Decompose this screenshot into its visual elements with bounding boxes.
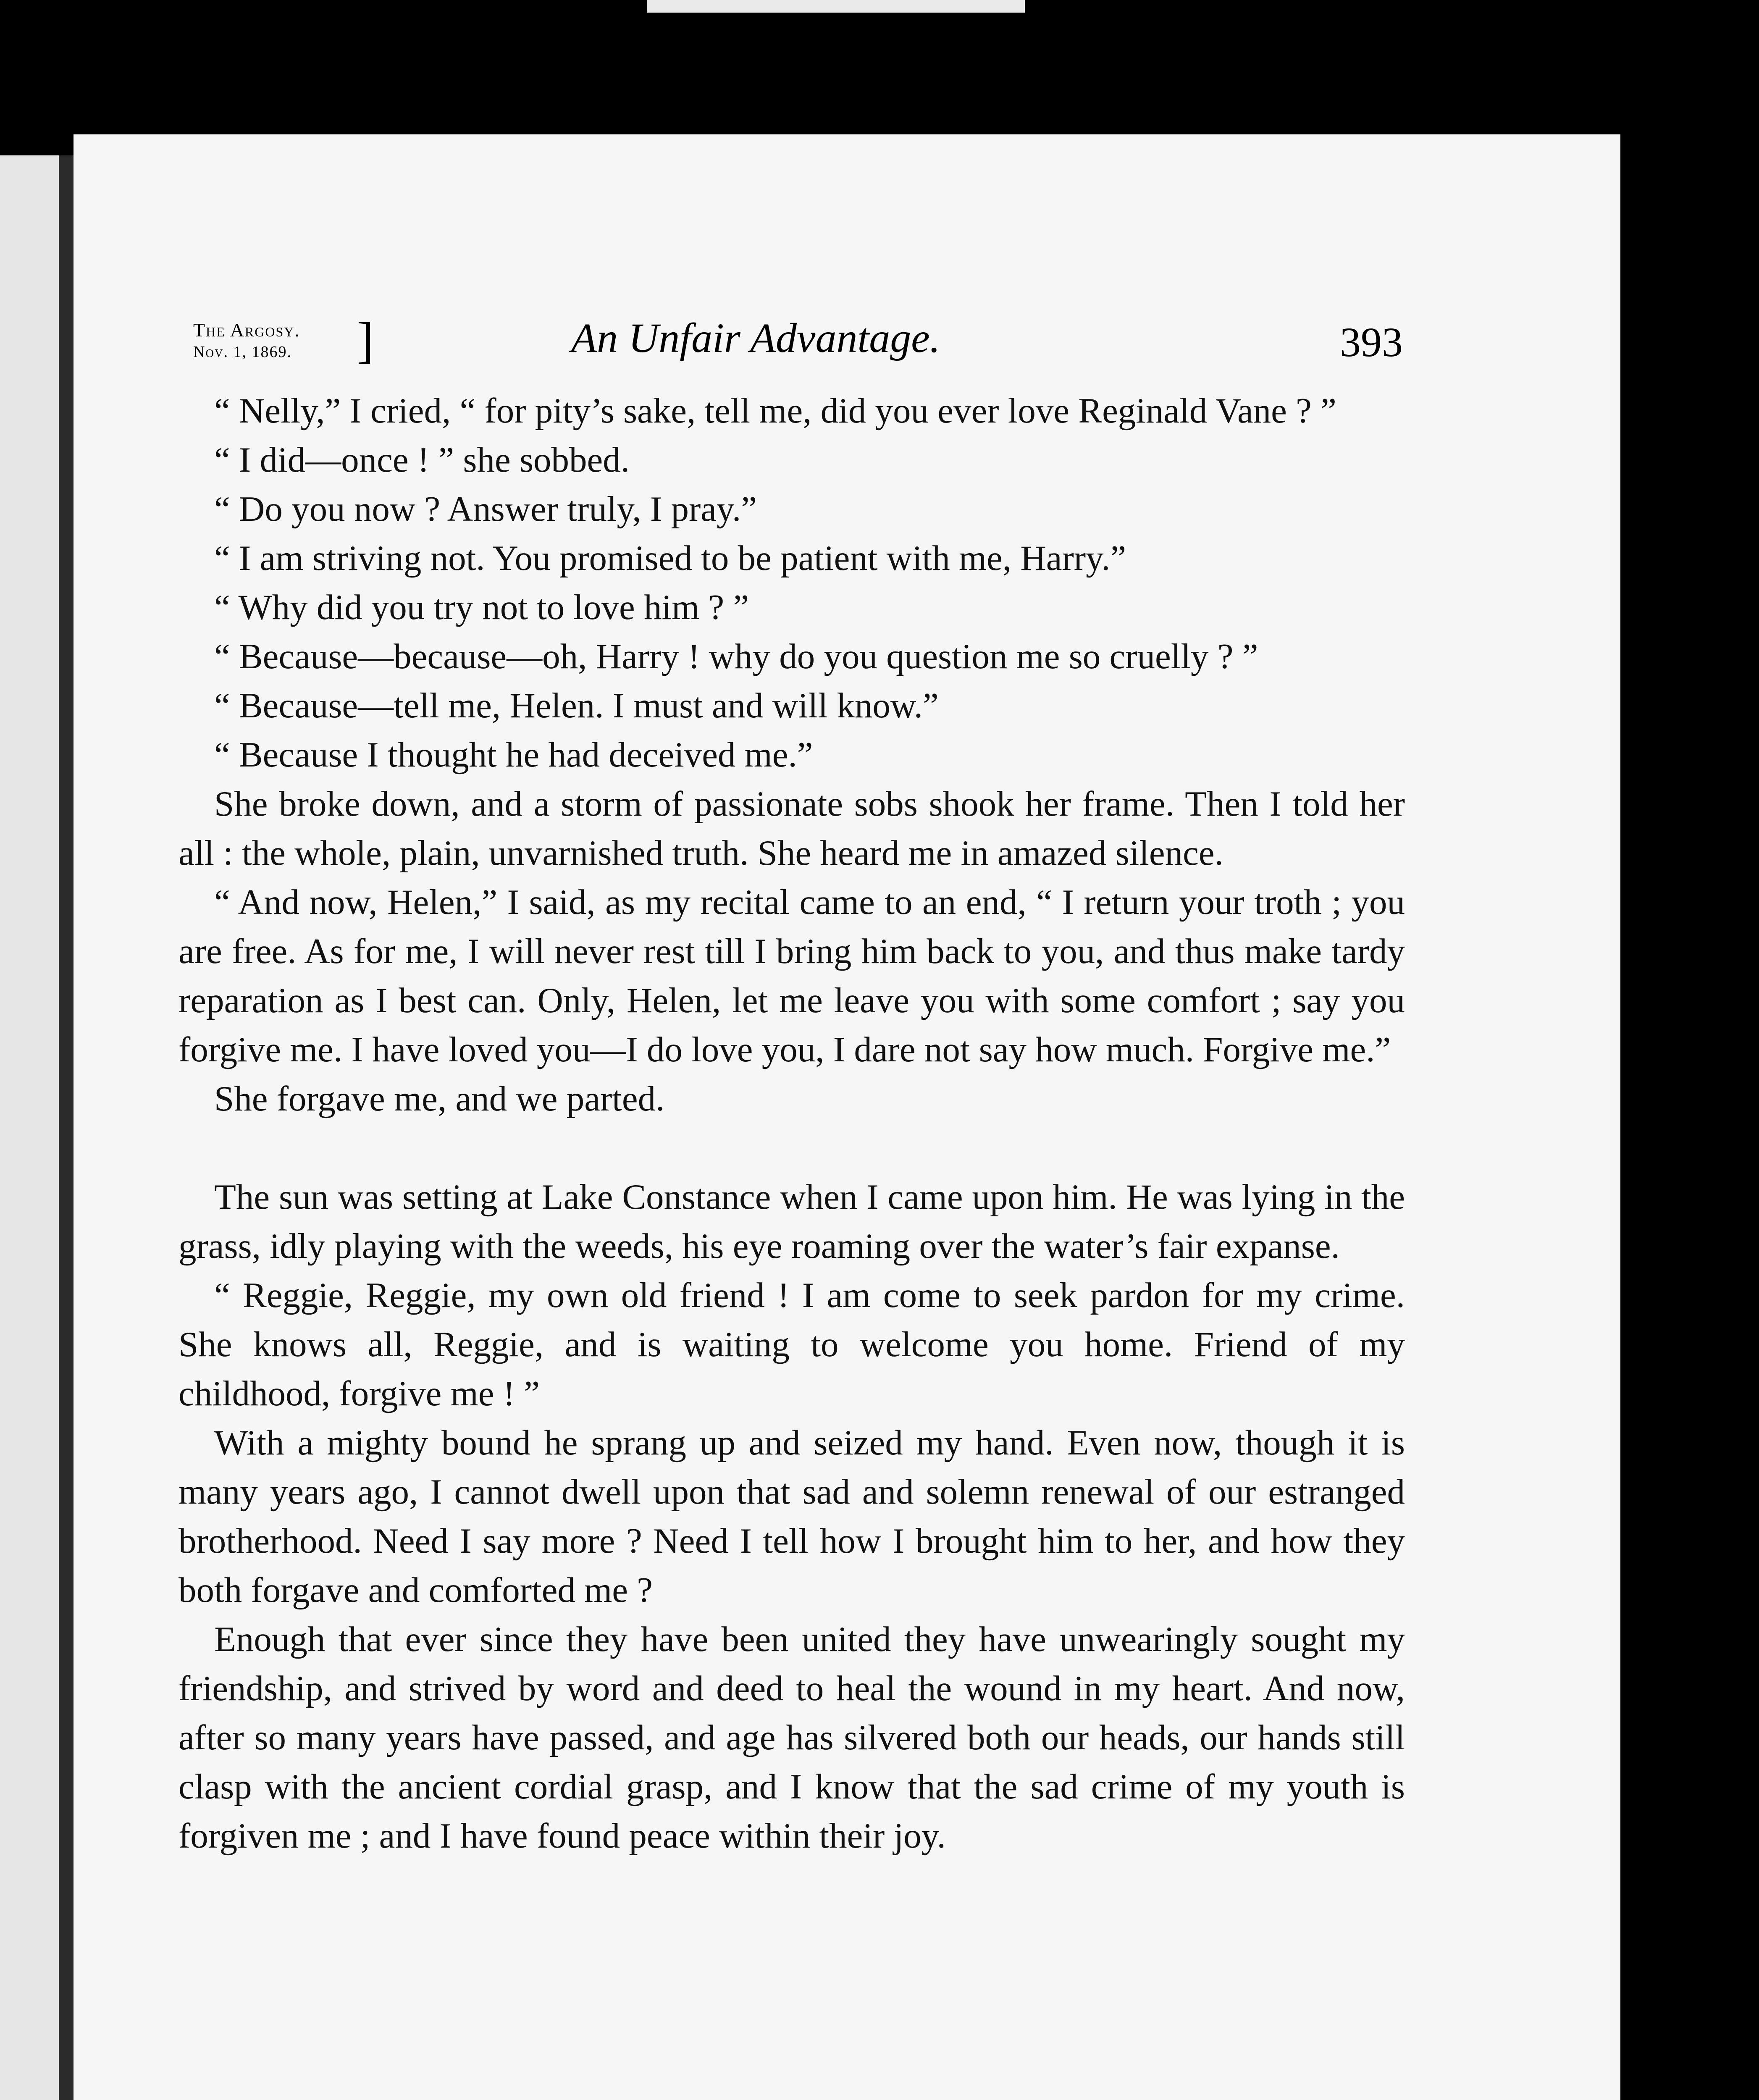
- paragraph: The sun was setting at Lake Constance when I came upon him. He was lying in the grass, idly playing with the weeds, his eye roaming over the water’s fair expanse.: [179, 1177, 1405, 1266]
- paragraph: “ Reggie, Reggie, my own old friend ! I am come to seek pardon for my crime. She knows all, Reggie, and is waiting to welcome you home. Friend of my childhood, forgive me ! ”: [179, 1276, 1405, 1413]
- page-title: An Unfair Advantage.: [571, 315, 940, 361]
- page-number: 393: [1340, 319, 1403, 365]
- page-header: [193, 311, 1403, 374]
- paragraph: “ I am striving not. You promised to be patient with me, Harry.”: [214, 538, 1126, 578]
- paragraph: “ And now, Helen,” I said, as my recital came to an end, “ I return your troth ; you are free. As for me, I will never rest till I bring him back to you, and thus make tardy reparation as I best can. Only, Helen, let me leave you with some comfort ; say you forgive me. I have loved you—I do love you, I dare not say how much. Forgive me.”: [179, 882, 1405, 1069]
- running-head-publication: The Argosy.: [193, 319, 300, 341]
- left-page-edge: [0, 155, 59, 2100]
- paragraph: “ Because I thought he had deceived me.”: [214, 735, 813, 774]
- running-head-date: Nov. 1, 1869.: [193, 343, 292, 361]
- scan-edge-mark: [647, 0, 1025, 13]
- running-head: [193, 319, 300, 363]
- paragraph: Enough that ever since they have been united they have unwearingly sought my friendship, and strived by word and deed to heal the wound in my heart. And now, after so many years have passed, and age has silvered both our heads, our hands still clasp with the ancient cordial grasp, and I know that the sad crime of my youth is forgiven me ; and I have found peace within their joy.: [179, 1620, 1405, 1856]
- paragraph: “ Why did you try not to love him ? ”: [214, 588, 749, 627]
- body-text: [179, 386, 1405, 1861]
- paragraph: She forgave me, and we parted.: [214, 1079, 665, 1118]
- paragraph: “ Because—because—oh, Harry ! why do you question me so cruelly ? ”: [214, 637, 1258, 676]
- running-head-bracket: ]: [357, 312, 374, 368]
- paragraph: “ Do you now ? Answer truly, I pray.”: [214, 489, 757, 529]
- paragraph: She broke down, and a storm of passionate sobs shook her frame. Then I told her all : the whole, plain, unvarnished truth. She heard me in amazed silence.: [179, 784, 1405, 873]
- paragraph: “ Nelly,” I cried, “ for pity’s sake, tell me, did you ever love Reginald Vane ? ”: [214, 391, 1336, 430]
- gutter-shadow: [59, 155, 74, 2100]
- paragraph: “ Because—tell me, Helen. I must and will know.”: [214, 686, 939, 725]
- paragraph: “ I did—once ! ” she sobbed.: [214, 440, 630, 480]
- paragraph: With a mighty bound he sprang up and seized my hand. Even now, though it is many years ago, I cannot dwell upon that sad and solemn renewal of our estranged brotherhood. Need I say more ? Need I tell how I brought him to her, and how they both forgave and comforted me ?: [179, 1423, 1405, 1610]
